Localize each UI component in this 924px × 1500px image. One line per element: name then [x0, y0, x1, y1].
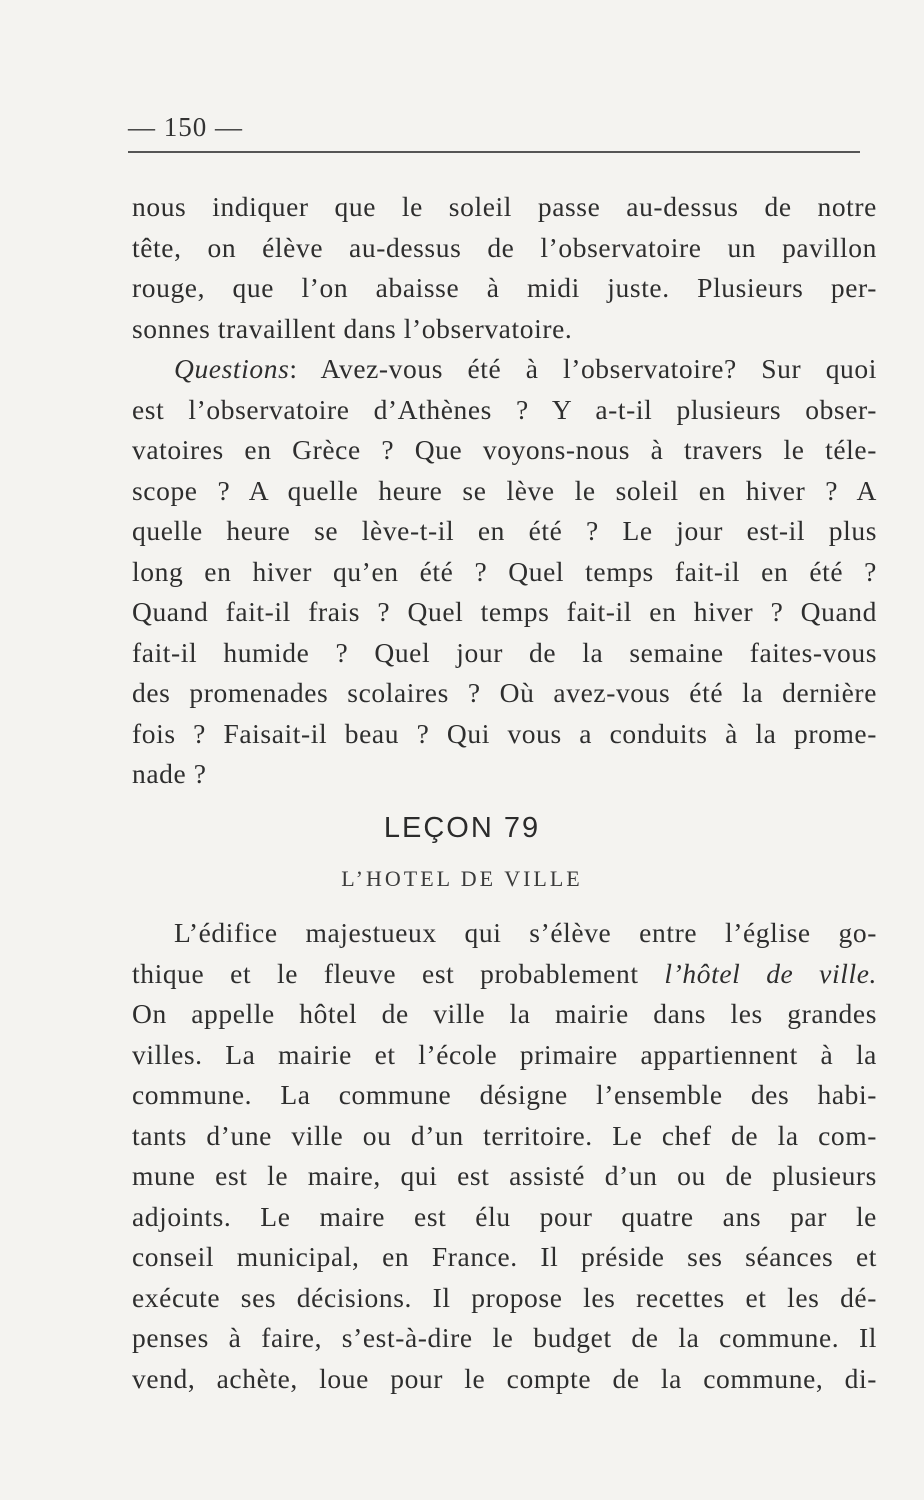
header-rule: [128, 151, 860, 153]
text-line: long en hiver qu’en été ? Quel temps fait-il en été ?: [132, 555, 877, 587]
text-line: conseil municipal, en France. Il préside ses séances et: [132, 1241, 877, 1272]
text-line: est l’observatoire d’Athènes ? Y a-t-il plusieurs obser-: [132, 393, 877, 425]
text-line: tants d’une ville ou d’un territoire. Le chef de la com-: [132, 1119, 877, 1151]
text-line: penses à faire, s’est-à-dire le budget de la commune. Il: [132, 1322, 877, 1353]
text-line: scope ? A quelle heure se lève le soleil en hiver ? A: [132, 474, 877, 506]
text-line: nous indiquer que le soleil passe au-dessus de notre: [132, 191, 877, 222]
text-line: quelle heure se lève-t-il en été ? Le jour est-il plus: [132, 515, 877, 546]
text-line: sonnes travaillent dans l’observatoire.: [132, 312, 573, 344]
questions-label: Questions: [174, 353, 290, 384]
text-line: adjoints. Le maire est élu pour quatre ans par le: [132, 1200, 877, 1232]
text-line: Quand fait-il frais ? Quel temps fait-il en hiver ? Quand: [132, 596, 877, 627]
paragraph-observatory: [132, 187, 877, 349]
lesson-second-line-text: thique et le fleuve est probablement: [132, 957, 665, 989]
text-line: des promenades scolaires ? Où avez-vous été la dernière: [132, 677, 877, 708]
text-line: [132, 954, 877, 995]
text-line: vend, achète, loue pour le compte de la commune, di-: [132, 1362, 877, 1394]
text-line: commune. La commune désigne l’ensemble des habi-: [132, 1079, 877, 1110]
text-line: On appelle hôtel de ville la mairie dans les grandes: [132, 998, 877, 1029]
questions-first-line-text: : Avez-vous été à l’observatoire? Sur quoi: [289, 353, 877, 384]
questions-paragraph: [132, 349, 877, 795]
text-line: [132, 349, 877, 390]
text-line: fait-il humide ? Quel jour de la semaine faites-vous: [132, 636, 877, 668]
lesson-subtitle: L’HOTEL DE VILLE: [341, 866, 583, 891]
text-line: tête, on élève au-dessus de l’observatoire un pavillon: [132, 231, 877, 263]
page-number-header: — 150 —: [128, 112, 243, 142]
lesson-title: LEÇON 79: [383, 812, 541, 844]
text-line: mune est le maire, qui est assisté d’un ou de plusieurs: [132, 1160, 877, 1191]
hotel-de-ville-italic: l’hôtel de ville.: [664, 957, 877, 989]
text-line: L’édifice majestueux qui s’élève entre l’église go-: [174, 917, 877, 948]
text-line: vatoires en Grèce ? Que voyons-nous à travers le téle-: [132, 434, 877, 465]
text-line: villes. La mairie et l’école primaire appartiennent à la: [132, 1038, 877, 1070]
text-line: exécute ses décisions. Il propose les recettes et les dé-: [132, 1281, 877, 1313]
text-line: fois ? Faisait-il beau ? Qui vous a conduits à la prome-: [132, 717, 877, 749]
text-line: nade ?: [132, 758, 207, 789]
lesson-paragraph: [132, 913, 877, 1399]
text-line: rouge, que l’on abaisse à midi juste. Plusieurs per-: [132, 272, 877, 303]
